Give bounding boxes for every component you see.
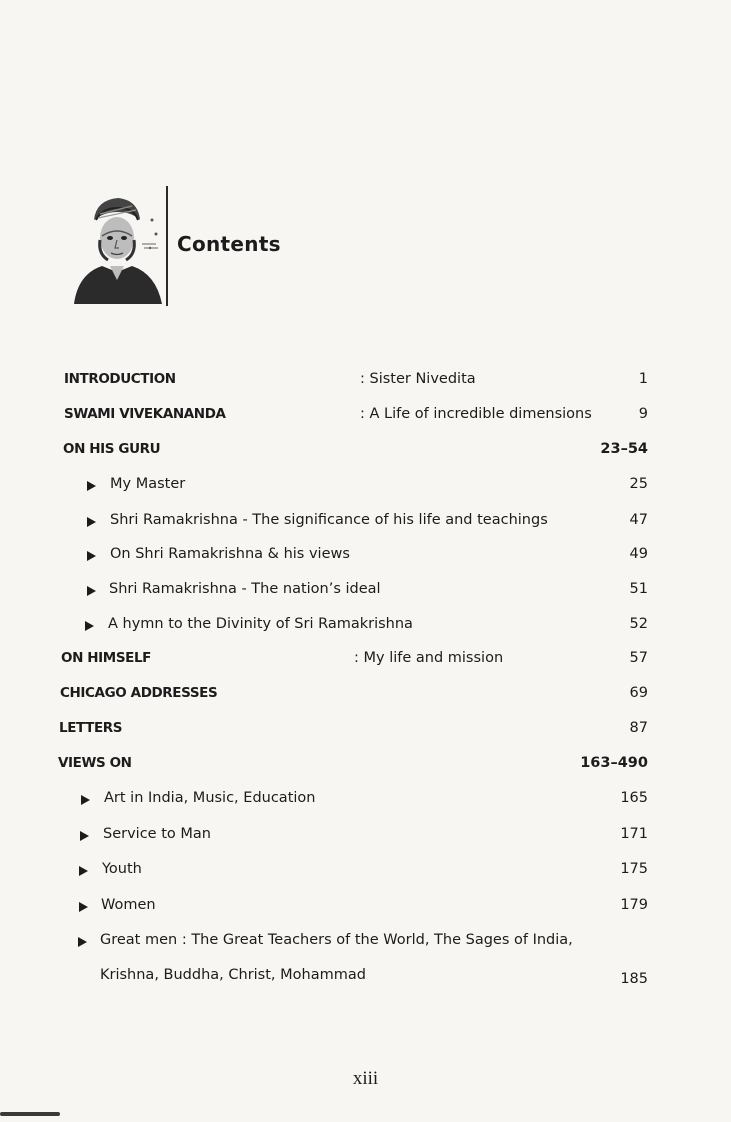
toc-entry-page: 49 bbox=[629, 546, 648, 562]
toc-entry-label: Youth bbox=[102, 861, 142, 877]
toc-entry-views-on bbox=[0, 755, 731, 779]
toc-entry-page: 1 bbox=[638, 371, 648, 387]
toc-entry-label: ON HIS GURU bbox=[63, 441, 161, 457]
triangle-bullet-icon bbox=[87, 517, 96, 527]
toc-entry-label: A hymn to the Divinity of Sri Ramakrishna bbox=[108, 616, 413, 632]
header-divider bbox=[166, 186, 168, 306]
toc-entry-page: 171 bbox=[620, 826, 648, 842]
toc-entry-significance bbox=[0, 512, 731, 536]
toc-entry-chicago-addresses bbox=[0, 685, 731, 709]
toc-entry-description: : A Life of incredible dimensions bbox=[360, 406, 592, 422]
toc-entry-description: : My life and mission bbox=[354, 650, 504, 666]
toc-entry-label: INTRODUCTION bbox=[64, 371, 176, 387]
contents-header bbox=[72, 186, 332, 306]
triangle-bullet-icon bbox=[87, 586, 96, 596]
toc-entry-nations-ideal bbox=[0, 581, 731, 605]
toc-entry-label: On Shri Ramakrishna & his views bbox=[110, 546, 350, 562]
toc-entry-letters bbox=[0, 720, 731, 744]
toc-entry-page: 57 bbox=[629, 650, 648, 666]
toc-entry-great-men-continued bbox=[0, 967, 731, 991]
triangle-bullet-icon bbox=[87, 551, 96, 561]
toc-entry-label: SWAMI VIVEKANANDA bbox=[64, 406, 226, 422]
toc-entry-description: : Sister Nivedita bbox=[360, 371, 476, 387]
triangle-bullet-icon bbox=[87, 481, 96, 491]
toc-entry-label: Great men : The Great Teachers of the World, The Sages of India, bbox=[100, 932, 573, 948]
toc-entry-page: 23–54 bbox=[600, 441, 648, 457]
toc-entry-label: Shri Ramakrishna - The significance of his life and teachings bbox=[110, 512, 548, 528]
toc-entry-art bbox=[0, 790, 731, 814]
page-title: Contents bbox=[177, 232, 281, 256]
toc-entry-label: Art in India, Music, Education bbox=[104, 790, 316, 806]
toc-entry-views bbox=[0, 546, 731, 570]
toc-entry-service bbox=[0, 826, 731, 850]
toc-entry-women bbox=[0, 897, 731, 921]
triangle-bullet-icon bbox=[85, 621, 94, 631]
toc-entry-page: 165 bbox=[620, 790, 648, 806]
toc-entry-page: 87 bbox=[629, 720, 648, 736]
toc-entry-label: LETTERS bbox=[59, 720, 123, 736]
triangle-bullet-icon bbox=[79, 902, 88, 912]
toc-entry-label: CHICAGO ADDRESSES bbox=[60, 685, 218, 701]
toc-entry-youth bbox=[0, 861, 731, 885]
triangle-bullet-icon bbox=[81, 795, 90, 805]
page-edge-mark bbox=[0, 1112, 60, 1116]
toc-entry-my-master bbox=[0, 476, 731, 500]
toc-entry-great-men bbox=[0, 932, 731, 956]
page-folio: xiii bbox=[352, 1068, 379, 1089]
toc-entry-label: ON HIMSELF bbox=[61, 650, 151, 666]
toc-entry-label: Service to Man bbox=[103, 826, 211, 842]
portrait-illustration bbox=[72, 190, 164, 304]
triangle-bullet-icon bbox=[80, 831, 89, 841]
toc-entry-label: Women bbox=[101, 897, 156, 913]
toc-entry-page: 175 bbox=[620, 861, 648, 877]
triangle-bullet-icon bbox=[78, 937, 87, 947]
toc-entry-page: 9 bbox=[638, 406, 648, 422]
triangle-bullet-icon bbox=[79, 866, 88, 876]
toc-entry-on-his-guru bbox=[0, 441, 731, 465]
toc-entry-page: 47 bbox=[629, 512, 648, 528]
toc-entry-introduction bbox=[0, 371, 731, 395]
toc-entry-label: My Master bbox=[110, 476, 186, 492]
portrait-icon bbox=[72, 190, 164, 304]
toc-entry-page: 163–490 bbox=[580, 755, 648, 771]
toc-entry-page: 185 bbox=[620, 971, 648, 987]
toc-entry-on-himself bbox=[0, 650, 731, 674]
toc-entry-label-continued: Krishna, Buddha, Christ, Mohammad bbox=[100, 967, 366, 983]
toc-entry-page: 179 bbox=[620, 897, 648, 913]
toc-entry-label: VIEWS ON bbox=[58, 755, 132, 771]
toc-entry-page: 51 bbox=[629, 581, 648, 597]
toc-entry-page: 25 bbox=[629, 476, 648, 492]
toc-entry-page: 69 bbox=[629, 685, 648, 701]
toc-entry-swami-vivekananda bbox=[0, 406, 731, 430]
toc-entry-hymn bbox=[0, 616, 731, 640]
toc-entry-page: 52 bbox=[629, 616, 648, 632]
toc-entry-label: Shri Ramakrishna - The nation’s ideal bbox=[109, 581, 381, 597]
